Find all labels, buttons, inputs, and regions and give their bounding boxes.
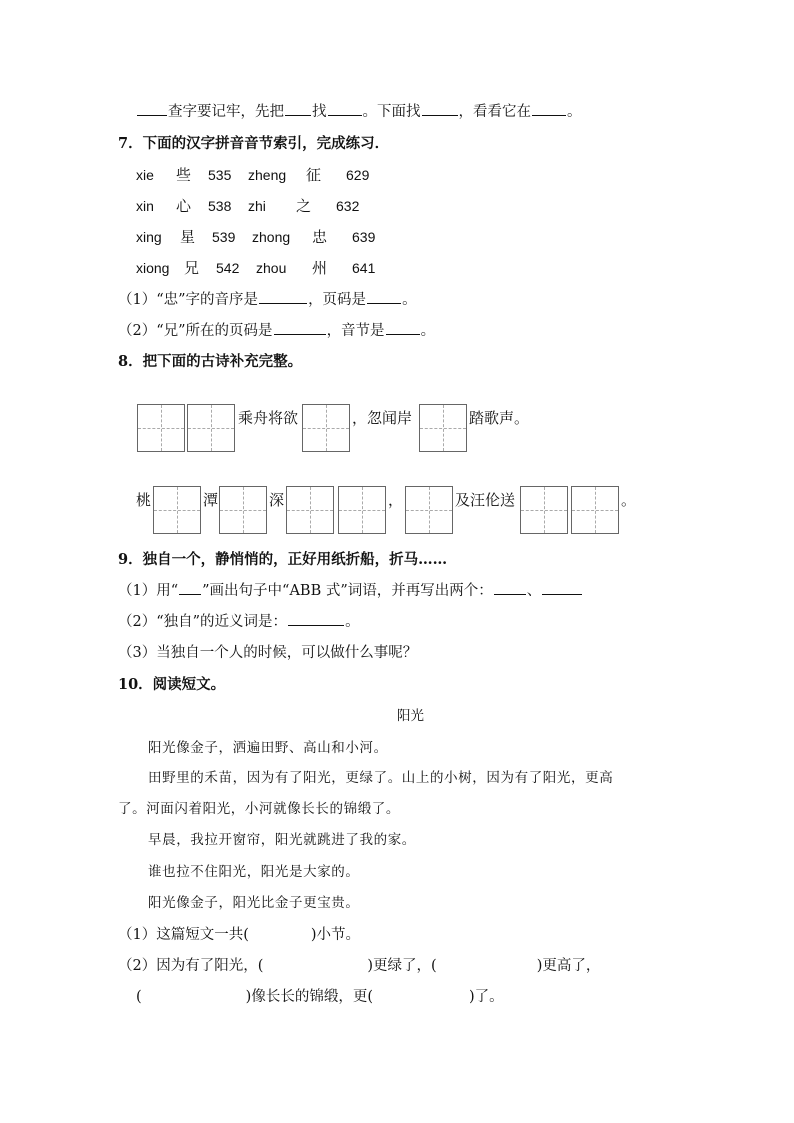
q7-sub1-text: （1）“忠”字的音序是 — [118, 292, 259, 308]
q9-sub2-text: 。 — [345, 614, 360, 630]
blank[interactable] — [259, 290, 307, 304]
grid-box[interactable] — [520, 486, 568, 534]
hanzi: 州 — [312, 259, 328, 277]
blank[interactable] — [494, 581, 526, 595]
grid-box[interactable] — [571, 486, 619, 534]
q7-sub2-text: 。 — [420, 323, 436, 339]
poem-text: ，忽闻岸 — [352, 409, 413, 427]
hanzi: 征 — [306, 166, 322, 184]
q10-sub2 — [118, 956, 600, 976]
poem-text: 及汪伦送 — [455, 491, 516, 509]
q9-sub3: （3）当独自一个人的时候，可以做什么事呢？ — [118, 645, 418, 661]
grid-box[interactable] — [286, 486, 334, 534]
pinyin: xin — [136, 198, 154, 214]
q9-sub2-text: （2）“独自”的近义词是： — [118, 614, 288, 630]
pinyin: xing — [136, 229, 162, 245]
pinyin: zhi — [248, 198, 266, 214]
grid-box[interactable] — [419, 404, 467, 452]
q7-sub2 — [118, 321, 435, 341]
hanzi: 星 — [180, 228, 196, 246]
q10-sub3 — [136, 987, 504, 1007]
q7-sub1 — [118, 290, 417, 310]
passage-paragraph: 阳光像金子，阳光比金子更宝贵。 — [148, 895, 360, 911]
q10-sub3-text: )像长长的锦缎，更( — [245, 989, 373, 1005]
blank[interactable] — [179, 581, 201, 595]
q9-sub2 — [118, 612, 360, 632]
q10-sub1-text: （1）这篇短文一共( — [118, 927, 249, 943]
q6-text-4: ，看看它在 — [458, 104, 531, 120]
page-number: 539 — [212, 229, 236, 245]
blank[interactable] — [288, 612, 344, 626]
q9-sub1-text: ”画出句子中“ABB 式”词语，并再写出两个： — [202, 583, 493, 599]
grid-box[interactable] — [187, 404, 235, 452]
page-number: 542 — [216, 260, 240, 276]
q6-fill-line — [136, 102, 582, 122]
pinyin: xie — [136, 167, 154, 183]
hanzi: 些 — [176, 166, 192, 184]
q7-sub1-text: 。 — [402, 292, 417, 308]
q9-sub1 — [118, 581, 583, 601]
grid-box[interactable] — [219, 486, 267, 534]
q10-sub3-text: )了。 — [469, 989, 504, 1005]
q10-sub1 — [118, 925, 360, 945]
passage-paragraph: 阳光像金子，洒遍田野、高山和小河。 — [148, 740, 388, 756]
q10-sub2-text: )更高了， — [536, 958, 601, 974]
q10-sub3-text: ( — [136, 989, 142, 1005]
hanzi: 兄 — [184, 259, 200, 277]
poem-text: 踏歌声。 — [469, 409, 530, 427]
hanzi: 心 — [176, 197, 192, 215]
blank[interactable] — [274, 321, 326, 335]
passage-paragraph: 早晨，我拉开窗帘，阳光就跳进了我的家。 — [148, 832, 416, 848]
poem-text: 桃 — [136, 491, 152, 509]
page-number: 629 — [346, 167, 370, 183]
q7-sub1-text: ，页码是 — [308, 292, 367, 308]
page-number: 632 — [336, 198, 360, 214]
grid-box[interactable] — [302, 404, 350, 452]
page-number: 639 — [352, 229, 376, 245]
q7-sub2-text: ，音节是 — [326, 323, 385, 339]
blank[interactable] — [367, 290, 401, 304]
page-number: 535 — [208, 167, 232, 183]
q6-text-3: 。下面找 — [362, 104, 421, 120]
poem-text: 深 — [269, 491, 285, 509]
poem-text: ， — [388, 491, 404, 509]
q9-title: 9．独自一个，静悄悄的，正好用纸折船，折马…… — [118, 551, 448, 568]
passage-title: 阳光 — [397, 708, 424, 724]
pinyin: zhou — [256, 260, 287, 276]
q9-sub1-text: （1）用“ — [118, 583, 179, 599]
q10-sub2-text: )更绿了，( — [367, 958, 437, 974]
passage-paragraph: 了。河面闪着阳光，小河就像长长的锦缎了。 — [118, 801, 400, 817]
q7-sub2-text: （2）“兄”所在的页码是 — [118, 323, 273, 339]
pinyin: xiong — [136, 260, 170, 276]
q10-sub2-text: （2）因为有了阳光，( — [118, 958, 264, 974]
q9-sub1-text: 、 — [526, 583, 542, 599]
blank[interactable] — [532, 102, 566, 116]
q10-title: 10．阅读短文。 — [118, 676, 226, 693]
blank[interactable] — [542, 581, 582, 595]
page-number: 641 — [352, 260, 376, 276]
hanzi: 之 — [296, 197, 312, 215]
hanzi: 忠 — [312, 228, 328, 246]
passage-paragraph: 田野里的禾苗，因为有了阳光，更绿了。山上的小树，因为有了阳光，更高 — [148, 770, 614, 786]
grid-box[interactable] — [137, 404, 185, 452]
poem-text: 乘舟将欲 — [238, 409, 299, 427]
blank[interactable] — [137, 102, 167, 116]
pinyin: zheng — [248, 167, 287, 183]
q7-title: 7．下面的汉字拼音音节索引，完成练习． — [118, 135, 390, 152]
pinyin: zhong — [252, 229, 291, 245]
page-number: 538 — [208, 198, 232, 214]
q10-sub1-text: )小节。 — [310, 927, 361, 943]
blank[interactable] — [285, 102, 311, 116]
grid-box[interactable] — [153, 486, 201, 534]
passage-paragraph: 谁也拉不住阳光，阳光是大家的。 — [148, 864, 360, 880]
poem-text: 潭 — [203, 491, 219, 509]
blank[interactable] — [422, 102, 458, 116]
grid-box[interactable] — [338, 486, 386, 534]
blank[interactable] — [386, 321, 420, 335]
q6-text-5: 。 — [567, 104, 582, 120]
q8-title: 8．把下面的古诗补充完整。 — [118, 353, 303, 370]
grid-box[interactable] — [405, 486, 453, 534]
q6-text-1: 查字要记牢，先把 — [168, 104, 284, 120]
poem-text: 。 — [621, 491, 637, 509]
q6-text-2: 找 — [312, 104, 327, 120]
blank[interactable] — [328, 102, 362, 116]
